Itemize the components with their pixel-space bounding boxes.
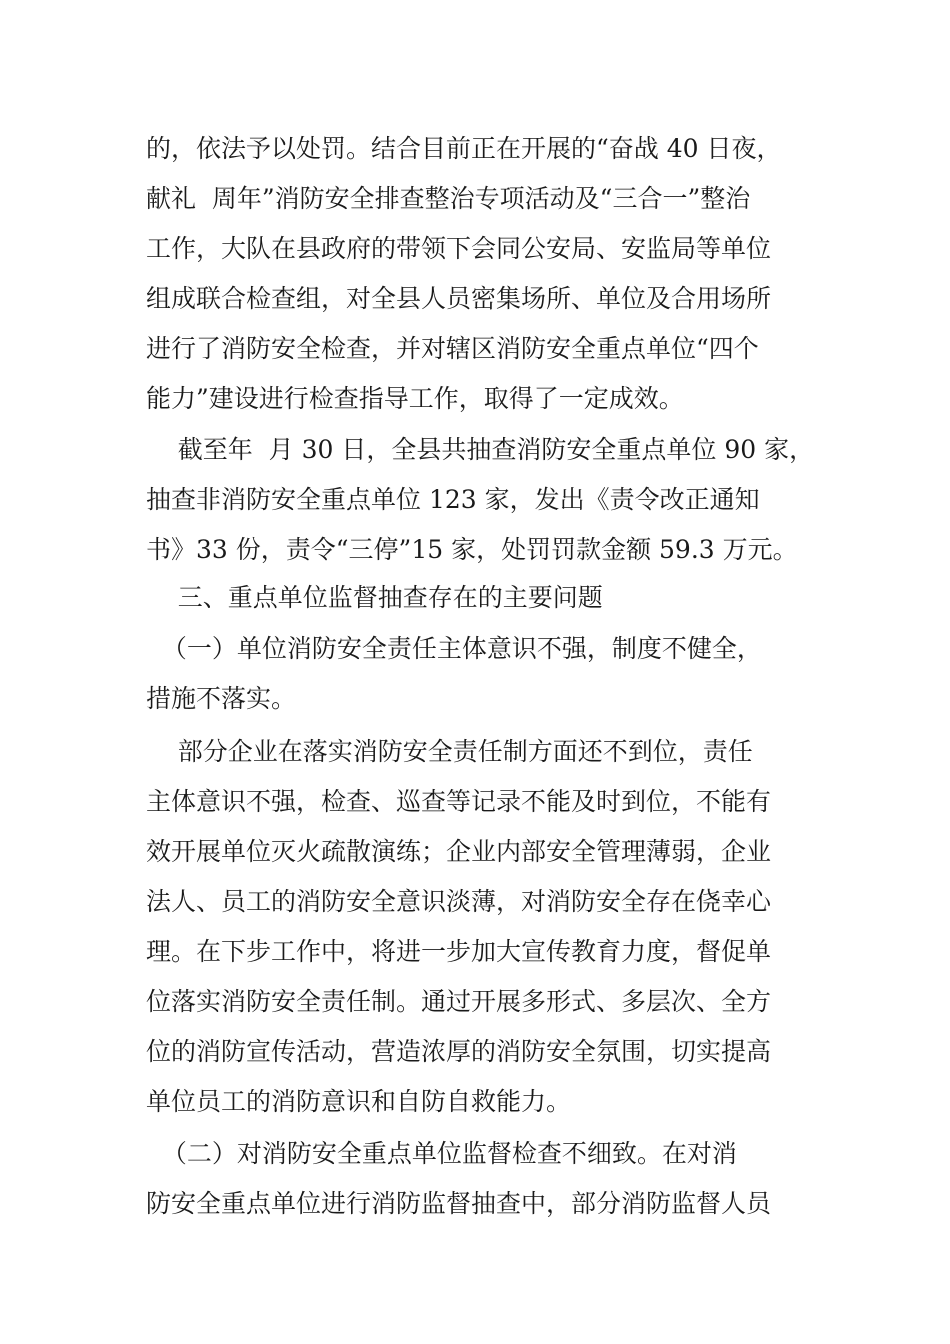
text-line: 组成联合检查组，对全县人员密集场所、单位及合用场所 — [146, 284, 772, 313]
text-line: 书》33 份，责令“三停”15 家，处罚罚款金额 59.3 万元。 — [146, 535, 798, 564]
text-line: 工作，大队在县政府的带领下会同公安局、安监局等单位 — [146, 234, 772, 263]
text-line: 法人、员工的消防安全意识淡薄，对消防安全存在侥幸心 — [146, 887, 772, 916]
text-line: 能力”建设进行检查指导工作，取得了一定成效。 — [146, 384, 684, 413]
text-line: 的，依法予以处罚。结合目前正在开展的“奋战 40 日夜， — [146, 134, 782, 163]
text-line: 理。在下步工作中，将进一步加大宣传教育力度，督促单 — [146, 937, 772, 966]
text-line: 进行了消防安全检查，并对辖区消防安全重点单位“四个 — [146, 334, 759, 363]
text-line: 防安全重点单位进行消防监督抽查中，部分消防监督人员 — [146, 1189, 772, 1218]
text-line: 单位员工的消防意识和自防自救能力。 — [146, 1087, 572, 1116]
text-line: 部分企业在落实消防安全责任制方面还不到位，责任 — [146, 737, 753, 766]
text-line: 抽查非消防安全重点单位 123 家，发出《责令改正通知 — [146, 485, 760, 514]
text-line: 位的消防宣传活动，营造浓厚的消防安全氛围，切实提高 — [146, 1037, 772, 1066]
text-line: 献礼 周年”消防安全排查整治专项活动及“三合一”整治 — [146, 184, 751, 213]
text-line: 效开展单位灭火疏散演练；企业内部安全管理薄弱，企业 — [146, 837, 772, 866]
subsection-heading: （一）单位消防安全责任主体意识不强，制度不健全， — [146, 634, 762, 663]
text-line: 措施不落实。 — [146, 684, 297, 713]
text-line: 截至年 月 30 日，全县共抽查消防安全重点单位 90 家， — [146, 435, 815, 464]
subsection-heading: （二）对消防安全重点单位监督检查不细致。在对消 — [146, 1139, 737, 1168]
text-line: 主体意识不强，检查、巡查等记录不能及时到位，不能有 — [146, 787, 772, 816]
section-heading: 三、重点单位监督抽查存在的主要问题 — [146, 583, 603, 612]
text-line: 位落实消防安全责任制。通过开展多形式、多层次、全方 — [146, 987, 772, 1016]
